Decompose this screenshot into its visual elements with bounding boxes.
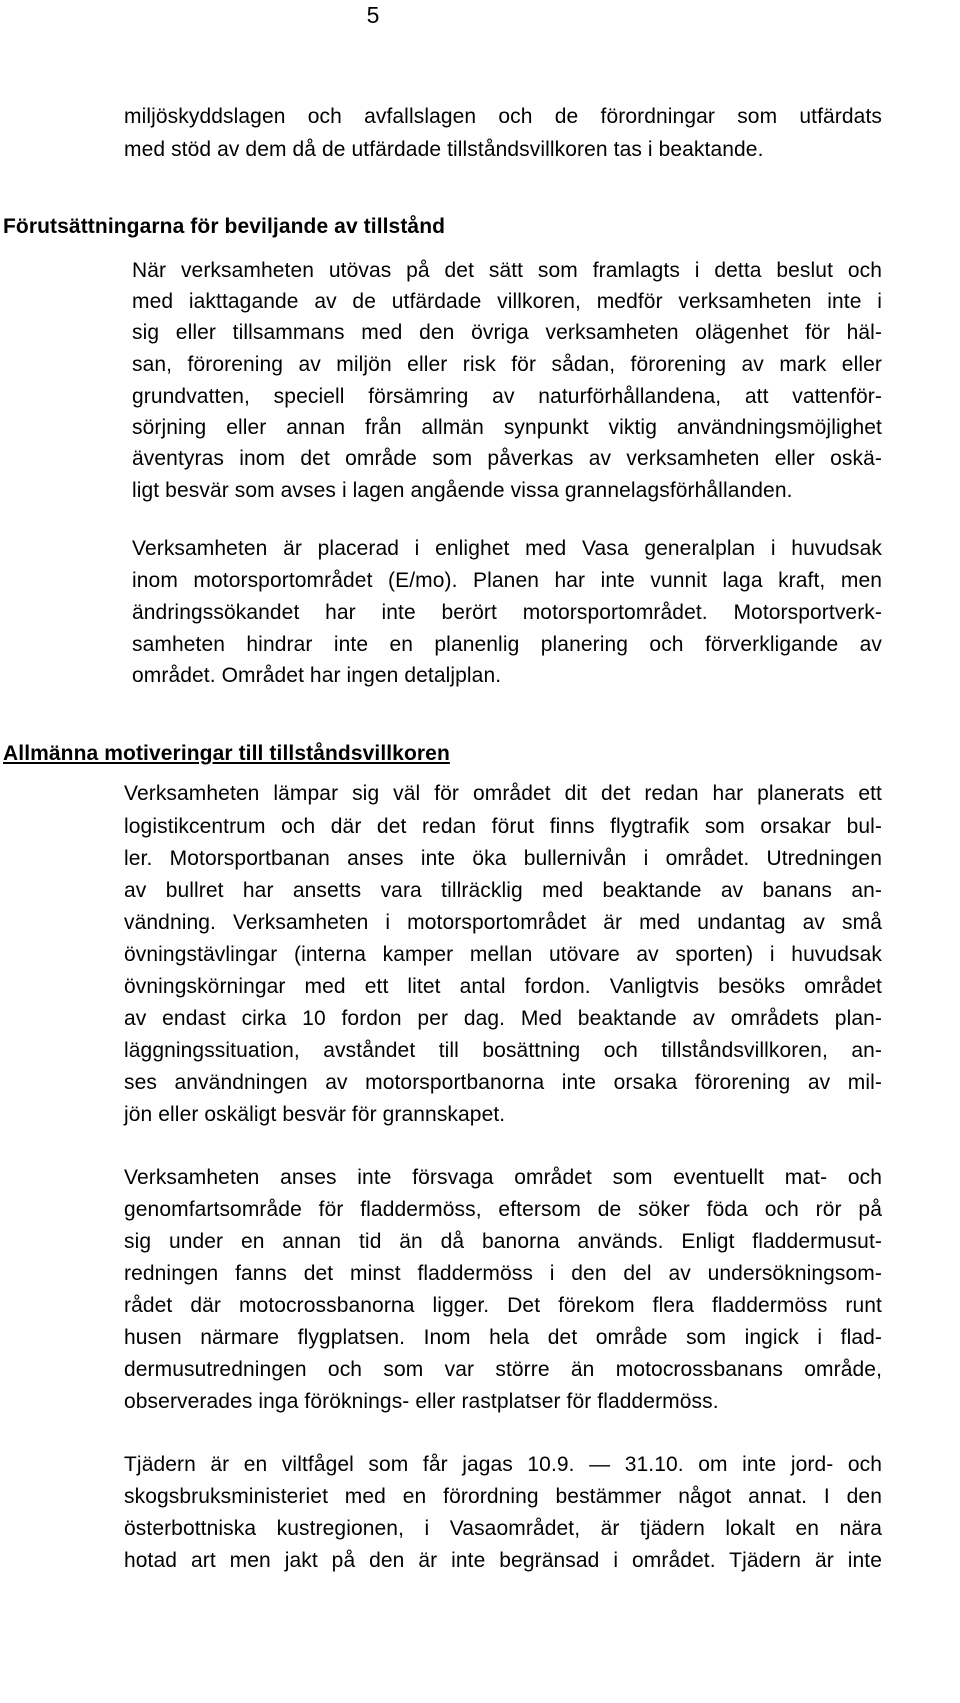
motivations-p1-line-3: ler. Motorsportbanan anses inte öka bullernivån i området. Utredningen	[124, 847, 882, 870]
motivations-p1-line-8: av endast cirka 10 fordon per dag. Med beaktande av områdets plan-	[124, 1007, 882, 1030]
motivations-p3-line-2: skogsbruksministeriet med en förordning bestämmer något annat. I den	[124, 1485, 882, 1508]
prerequisites-p1-line-1: När verksamheten utövas på det sätt som framlagts i detta beslut och	[132, 259, 882, 282]
prerequisites-p2-line-1: Verksamheten är placerad i enlighet med Vasa generalplan i huvudsak	[132, 537, 882, 560]
prerequisites-p2-line-5: området. Området har ingen detaljplan.	[132, 664, 502, 687]
motivations-p2-line-4: redningen fanns det minst fladdermöss i den del av undersökningsom-	[124, 1262, 882, 1285]
motivations-p1-line-7: övningskörningar med ett litet antal fordon. Vanligtvis besöks området	[124, 975, 882, 998]
motivations-p1-line-6: övningstävlingar (interna kamper mellan utövare av sporten) i huvudsak	[124, 943, 882, 966]
intro-line-1: miljöskyddslagen och avfallslagen och de förordningar som utfärdats	[124, 105, 882, 128]
prerequisites-p1-line-8: ligt besvär som avses i lagen angående vissa grannelagsförhållanden.	[132, 479, 793, 502]
prerequisites-p1-line-2: med iakttagande av de utfärdade villkoren, medför verksamheten inte i	[132, 290, 882, 313]
prerequisites-p1-line-5: grundvatten, speciell försämring av naturförhållandena, att vattenför-	[132, 385, 882, 408]
prerequisites-heading: Förutsättningarna för beviljande av tillstånd	[3, 215, 446, 238]
motivations-p2-line-8: observerades inga föröknings- eller rastplatser för fladdermöss.	[124, 1390, 719, 1413]
motivations-p2-line-7: dermusutredningen och som var större än motocrossbanans område,	[124, 1358, 882, 1381]
motivations-p2-line-1: Verksamheten anses inte försvaga området som eventuellt mat- och	[124, 1166, 882, 1189]
motivations-p3-line-3: österbottniska kustregionen, i Vasaområdet, är tjädern lokalt en nära	[124, 1517, 882, 1540]
motivations-p1-line-10: ses användningen av motorsportbanorna inte orsaka förorening av mil-	[124, 1071, 882, 1094]
motivations-p3-line-4: hotad art men jakt på den är inte begränsad i området. Tjädern är inte	[124, 1549, 882, 1572]
motivations-p1-line-2: logistikcentrum och där det redan förut finns flygtrafik som orsakar bul-	[124, 815, 882, 838]
prerequisites-p2-line-2: inom motorsportområdet (E/mo). Planen har inte vunnit laga kraft, men	[132, 569, 882, 592]
page-number: 5	[366, 2, 380, 28]
motivations-p2-line-6: husen närmare flygplatsen. Inom hela det område som ingick i flad-	[124, 1326, 882, 1349]
prerequisites-p1-line-3: sig eller tillsammans med den övriga verksamheten olägenhet för häl-	[132, 321, 882, 344]
intro-line-2: med stöd av dem då de utfärdade tillståndsvillkoren tas i beaktande.	[124, 138, 764, 161]
motivations-p1-line-9: läggningssituation, avståndet till bosättning och tillståndsvillkoren, an-	[124, 1039, 882, 1062]
motivations-p1-line-11: jön eller oskäligt besvär för grannskapet.	[124, 1103, 506, 1126]
motivations-p1-line-5: vändning. Verksamheten i motorsportområdet är med undantag av små	[124, 911, 882, 934]
motivations-p1-line-1: Verksamheten lämpar sig väl för området dit det redan har planerats ett	[124, 782, 882, 805]
prerequisites-p2-line-3: ändringssökandet har inte berört motorsportområdet. Motorsportverk-	[132, 601, 882, 624]
prerequisites-p2-line-4: samheten hindrar inte en planenlig planering och förverkligande av	[132, 633, 882, 656]
motivations-p2-line-3: sig under en annan tid än då banorna används. Enligt fladdermusut-	[124, 1230, 882, 1253]
prerequisites-p1-line-4: san, förorening av miljön eller risk för sådan, förorening av mark eller	[132, 353, 882, 376]
motivations-p3-line-1: Tjädern är en viltfågel som får jagas 10.9. — 31.10. om inte jord- och	[124, 1453, 882, 1476]
motivations-p2-line-2: genomfartsområde för fladdermöss, eftersom de söker föda och rör på	[124, 1198, 882, 1221]
motivations-heading: Allmänna motiveringar till tillståndsvillkoren	[3, 742, 450, 765]
prerequisites-p1-line-7: äventyras inom det område som påverkas av verksamheten eller oskä-	[132, 447, 882, 470]
motivations-p1-line-4: av bullret har ansetts vara tillräcklig med beaktande av banans an-	[124, 879, 882, 902]
motivations-p2-line-5: rådet där motocrossbanorna ligger. Det förekom flera fladdermöss runt	[124, 1294, 882, 1317]
prerequisites-p1-line-6: sörjning eller annan från allmän synpunkt viktig användningsmöjlighet	[132, 416, 882, 439]
